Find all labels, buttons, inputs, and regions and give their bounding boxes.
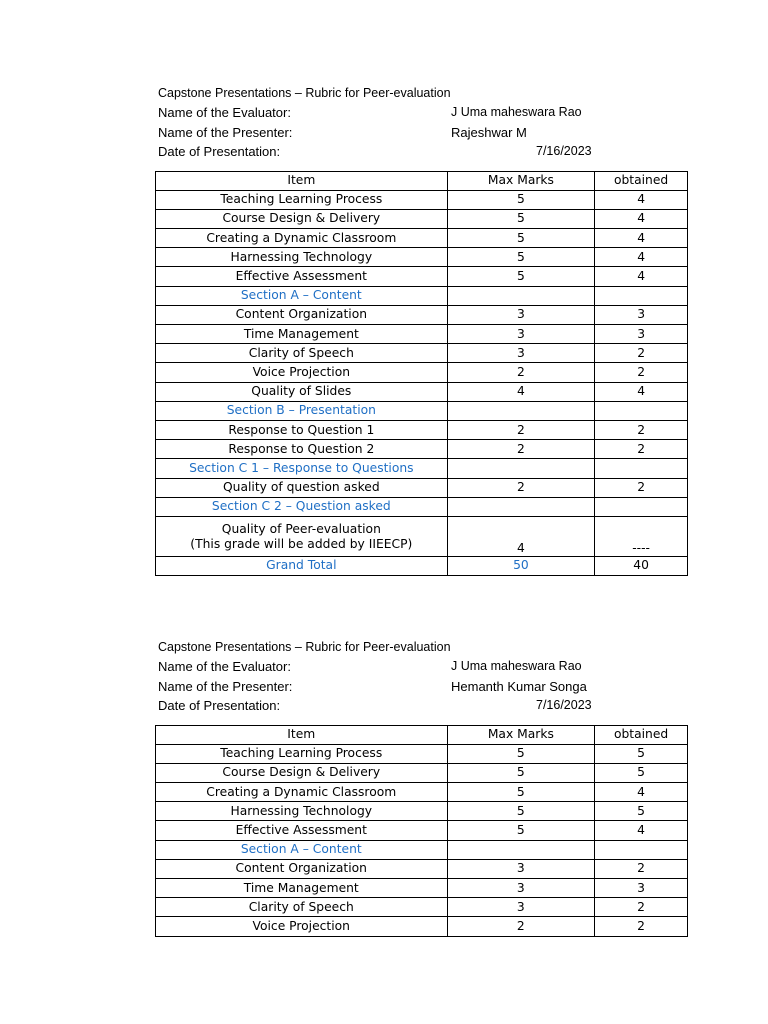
table-row xyxy=(156,859,688,878)
grand-total-obtained: 40 xyxy=(595,556,688,575)
row-max: 3 xyxy=(447,859,595,878)
row-item: Voice Projection xyxy=(156,363,448,382)
table-row xyxy=(156,363,688,382)
row-item: Teaching Learning Process xyxy=(156,744,448,763)
table-header-row xyxy=(156,171,688,190)
table-row xyxy=(156,802,688,821)
row-obtained: 2 xyxy=(595,917,688,936)
rubric-form-1 xyxy=(155,84,688,576)
row-max: 5 xyxy=(447,802,595,821)
date-value: 7/16/2023 xyxy=(536,698,592,712)
header-item: Item xyxy=(156,725,448,744)
presenter-value: Hemanth Kumar Songa xyxy=(451,678,587,694)
presenter-label: Name of the Presenter: xyxy=(158,124,293,140)
row-obtained: 2 xyxy=(595,363,688,382)
date-row xyxy=(158,696,688,716)
table-row xyxy=(156,344,688,363)
evaluator-label: Name of the Evaluator: xyxy=(158,105,291,120)
evaluator-row xyxy=(158,103,688,123)
section-row xyxy=(156,459,688,478)
row-obtained: 4 xyxy=(595,821,688,840)
row-obtained: 4 xyxy=(595,190,688,209)
presenter-value: Rajeshwar M xyxy=(451,124,527,140)
grand-total-label: Grand Total xyxy=(156,556,448,575)
section-label: Section C 2 – Question asked xyxy=(156,497,448,516)
row-obtained: 4 xyxy=(595,382,688,401)
row-max: 4 xyxy=(447,382,595,401)
row-item: Response to Question 1 xyxy=(156,420,448,439)
evaluator-row xyxy=(158,657,688,677)
table-row xyxy=(156,440,688,459)
row-obtained: 2 xyxy=(595,420,688,439)
row-obtained: 3 xyxy=(595,879,688,898)
presenter-row xyxy=(158,123,688,143)
row-item: Course Design & Delivery xyxy=(156,209,448,228)
row-obtained: 2 xyxy=(595,344,688,363)
table-row xyxy=(156,229,688,248)
header-obtained: obtained xyxy=(595,171,688,190)
row-item: Clarity of Speech xyxy=(156,344,448,363)
row-obtained xyxy=(595,459,688,478)
table-row xyxy=(156,763,688,782)
row-max: 5 xyxy=(447,267,595,286)
header-max-marks: Max Marks xyxy=(447,171,595,190)
table-row xyxy=(156,420,688,439)
row-item: Course Design & Delivery xyxy=(156,763,448,782)
row-item: Effective Assessment xyxy=(156,267,448,286)
row-max: 2 xyxy=(447,917,595,936)
row-item xyxy=(156,516,448,556)
form-title: Capstone Presentations – Rubric for Peer-evaluation xyxy=(158,86,451,100)
date-row xyxy=(158,142,688,162)
row-item: Time Management xyxy=(156,879,448,898)
table-row xyxy=(156,267,688,286)
table-row xyxy=(156,879,688,898)
table-row xyxy=(156,305,688,324)
row-obtained: 5 xyxy=(595,763,688,782)
table-row xyxy=(156,783,688,802)
row-max xyxy=(447,286,595,305)
row-obtained: 5 xyxy=(595,802,688,821)
peer-item-line1: Quality of Peer-evaluation xyxy=(221,522,381,537)
row-item: Content Organization xyxy=(156,305,448,324)
row-item: Creating a Dynamic Classroom xyxy=(156,229,448,248)
grand-total-max: 50 xyxy=(447,556,595,575)
row-item: Response to Question 2 xyxy=(156,440,448,459)
row-max: 3 xyxy=(447,305,595,324)
row-max: 2 xyxy=(447,440,595,459)
table-row xyxy=(156,248,688,267)
row-max: 5 xyxy=(447,190,595,209)
row-obtained: 2 xyxy=(595,859,688,878)
row-max: 5 xyxy=(447,229,595,248)
row-item: Creating a Dynamic Classroom xyxy=(156,783,448,802)
row-max xyxy=(447,401,595,420)
row-item: Time Management xyxy=(156,325,448,344)
evaluator-label: Name of the Evaluator: xyxy=(158,659,291,674)
header-item: Item xyxy=(156,171,448,190)
row-max: 3 xyxy=(447,344,595,363)
section-row xyxy=(156,401,688,420)
form-title: Capstone Presentations – Rubric for Peer-evaluation xyxy=(158,640,451,654)
row-max xyxy=(447,497,595,516)
row-max: 2 xyxy=(447,420,595,439)
section-row xyxy=(156,840,688,859)
section-row xyxy=(156,286,688,305)
section-label: Section C 1 – Response to Questions xyxy=(156,459,448,478)
row-max xyxy=(447,459,595,478)
row-max: 5 xyxy=(447,783,595,802)
row-max: 5 xyxy=(447,763,595,782)
evaluator-value: J Uma maheswara Rao xyxy=(451,105,582,119)
date-value: 7/16/2023 xyxy=(536,144,592,158)
table-row xyxy=(156,382,688,401)
row-obtained xyxy=(595,286,688,305)
row-obtained xyxy=(595,840,688,859)
header-obtained: obtained xyxy=(595,725,688,744)
row-max: 5 xyxy=(447,209,595,228)
row-obtained: 4 xyxy=(595,248,688,267)
row-item: Effective Assessment xyxy=(156,821,448,840)
table-row xyxy=(156,744,688,763)
row-obtained: 2 xyxy=(595,440,688,459)
header-max-marks: Max Marks xyxy=(447,725,595,744)
presenter-label: Name of the Presenter: xyxy=(158,678,293,694)
row-obtained: 2 xyxy=(595,898,688,917)
row-max: 2 xyxy=(447,478,595,497)
table-row xyxy=(156,190,688,209)
row-max: 5 xyxy=(447,821,595,840)
row-item: Clarity of Speech xyxy=(156,898,448,917)
table-row xyxy=(156,209,688,228)
rubric-form-2 xyxy=(155,638,688,937)
table-row xyxy=(156,898,688,917)
row-item: Quality of question asked xyxy=(156,478,448,497)
row-obtained: 4 xyxy=(595,209,688,228)
table-row xyxy=(156,325,688,344)
row-max xyxy=(447,840,595,859)
evaluator-value: J Uma maheswara Rao xyxy=(451,659,582,673)
row-obtained: 3 xyxy=(595,305,688,324)
row-max: 5 xyxy=(447,248,595,267)
date-label: Date of Presentation: xyxy=(158,144,281,159)
row-obtained: 4 xyxy=(595,783,688,802)
row-obtained: 3 xyxy=(595,325,688,344)
row-obtained: ---- xyxy=(595,516,688,556)
section-label: Section A – Content xyxy=(156,286,448,305)
presenter-row xyxy=(158,677,688,697)
row-item: Voice Projection xyxy=(156,917,448,936)
row-item: Harnessing Technology xyxy=(156,248,448,267)
table-row xyxy=(156,917,688,936)
row-item: Harnessing Technology xyxy=(156,802,448,821)
peer-item-line2: (This grade will be added by IIEECP) xyxy=(190,537,413,552)
row-max: 3 xyxy=(447,879,595,898)
row-max: 2 xyxy=(447,363,595,382)
row-obtained xyxy=(595,497,688,516)
grand-total-row xyxy=(156,556,688,575)
rubric-table xyxy=(155,171,688,577)
row-item: Content Organization xyxy=(156,859,448,878)
table-header-row xyxy=(156,725,688,744)
row-item: Quality of Slides xyxy=(156,382,448,401)
row-obtained: 4 xyxy=(595,267,688,286)
rubric-table xyxy=(155,725,688,937)
row-obtained: 5 xyxy=(595,744,688,763)
peer-evaluation-row xyxy=(156,516,688,556)
section-row xyxy=(156,497,688,516)
row-max: 3 xyxy=(447,898,595,917)
row-obtained xyxy=(595,401,688,420)
row-max: 5 xyxy=(447,744,595,763)
row-item: Teaching Learning Process xyxy=(156,190,448,209)
row-max: 4 xyxy=(447,516,595,556)
row-obtained: 4 xyxy=(595,229,688,248)
date-label: Date of Presentation: xyxy=(158,698,281,713)
table-row xyxy=(156,478,688,497)
table-row xyxy=(156,821,688,840)
section-label: Section A – Content xyxy=(156,840,448,859)
row-obtained: 2 xyxy=(595,478,688,497)
section-label: Section B – Presentation xyxy=(156,401,448,420)
row-max: 3 xyxy=(447,325,595,344)
